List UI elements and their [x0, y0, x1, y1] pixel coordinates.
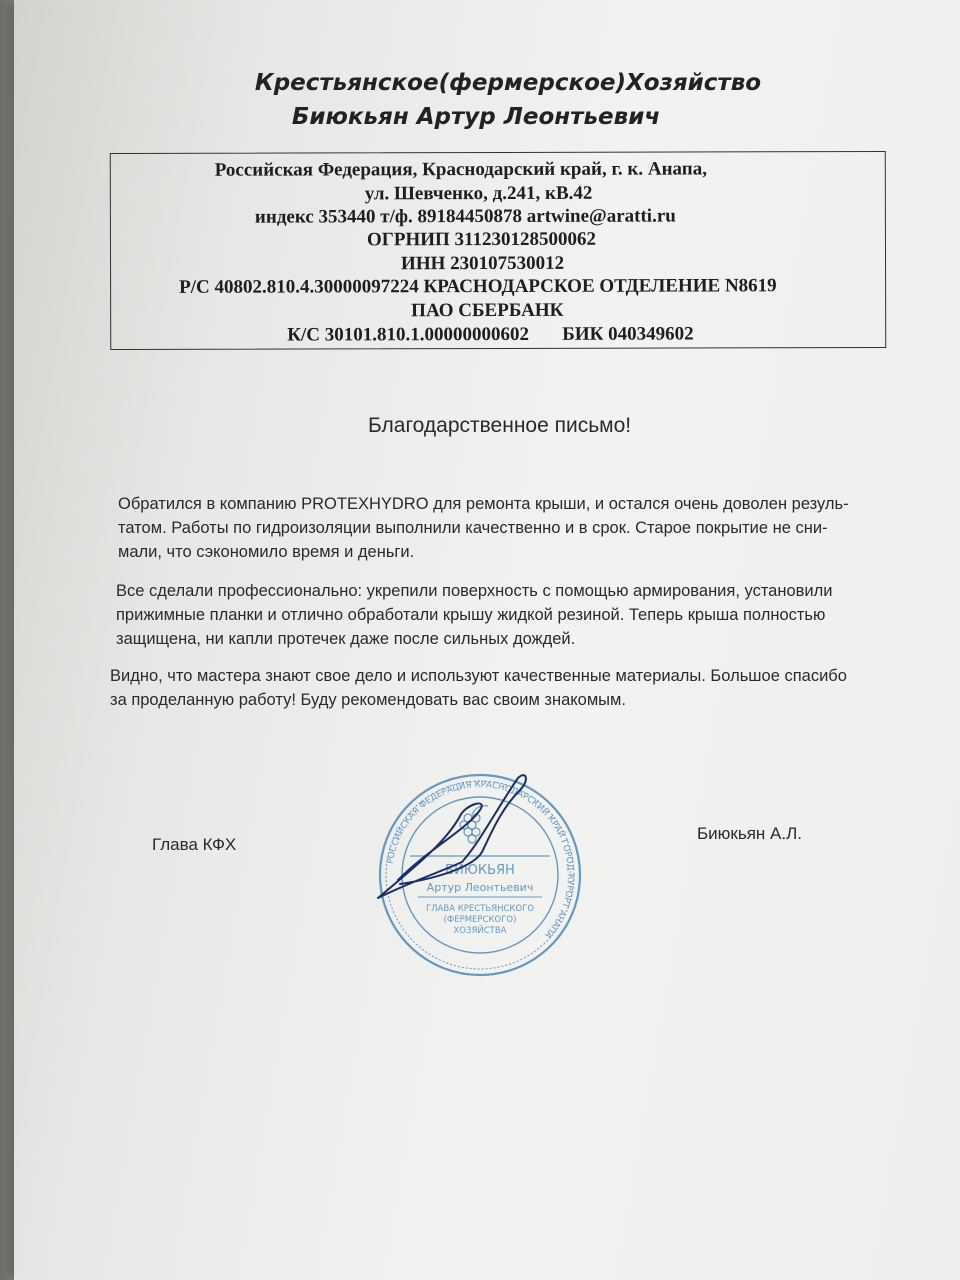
paragraph-line: прижимные планки и отлично обработали крышу жидкой резиной. Теперь крыша полностью	[116, 606, 826, 624]
requisites-box	[110, 151, 887, 350]
paragraph-line: мали, что сэкономило время и деньги.	[118, 543, 415, 561]
requisites-corr-bik: К/С 30101.810.1.00000000602 БИК 040349602	[287, 323, 694, 346]
stamp-ring-textpath: РОССИЙСКАЯ ФЕДЕРАЦИЯ КРАСНОДАРСКИЙ КРАЙ ГОРОД-КУРОРТ АНАПА	[385, 779, 576, 940]
paragraph-line: Все сделали профессионально: укрепили поверхность с помощью армирования, установили	[116, 582, 833, 600]
signatory-position: Глава КФХ	[152, 835, 237, 854]
paragraph-line: защищена, ни капли протечек даже после сильных дождей.	[116, 630, 576, 648]
paragraph-1	[118, 492, 849, 564]
stamp-surname: БИЮКЬЯН	[445, 863, 515, 878]
official-stamp	[370, 770, 590, 980]
person-name: Биюкьян Артур Леонтьевич	[291, 104, 661, 130]
requisites-street: ул. Шевченко, д.241, кВ.42	[364, 182, 593, 205]
paragraph-line: Обратился в компанию PROTEXHYDRO для ремонта крыши, и остался очень доволен резуль-	[118, 495, 849, 513]
paragraph-2	[116, 579, 832, 651]
requisites-account: Р/С 40802.810.4.30000097224 КРАСНОДАРСКОЕ ОТДЕЛЕНИЕ N8619	[179, 275, 777, 298]
requisites-inn: ИНН 230107530012	[401, 252, 565, 275]
paragraph-3	[110, 664, 847, 712]
stamp-role-line1: ГЛАВА КРЕСТЬЯНСКОГО	[425, 904, 535, 914]
requisites-bank: ПАО СБЕРБАНК	[411, 299, 564, 322]
paragraph-line: Видно, что мастера знают свое дело и используют качественные материалы. Большое спасибо	[110, 667, 847, 685]
requisites-ogrnip: ОГРНИП 311230128500062	[366, 228, 597, 251]
stamp-ink-group	[380, 775, 580, 975]
stamp-role-line2: (ФЕРМЕРСКОГО)	[443, 915, 517, 925]
letter-title: Благодарственное письмо!	[368, 414, 632, 437]
stamp-full-name: Артур Леонтьевич	[426, 881, 534, 894]
requisites-address: Российская Федерация, Краснодарский край, г. к. Анапа,	[214, 158, 708, 181]
signatory-name: Биюкьян А.Л.	[697, 824, 802, 843]
paragraph-line: за проделанную работу! Буду рекомендовать вас своим знакомым.	[110, 691, 626, 709]
stamp-role-line3: ХОЗЯЙСТВА	[453, 926, 507, 936]
requisites-contacts: индекс 353440 т/ф. 89184450878 artwine@aratti.ru	[254, 205, 676, 228]
org-name: Крестьянское(фермерское)Хозяйство	[254, 70, 762, 96]
paragraph-line: татом. Работы по гидроизоляции выполнили качественно и в срок. Старое покрытие не сни-	[118, 519, 828, 537]
